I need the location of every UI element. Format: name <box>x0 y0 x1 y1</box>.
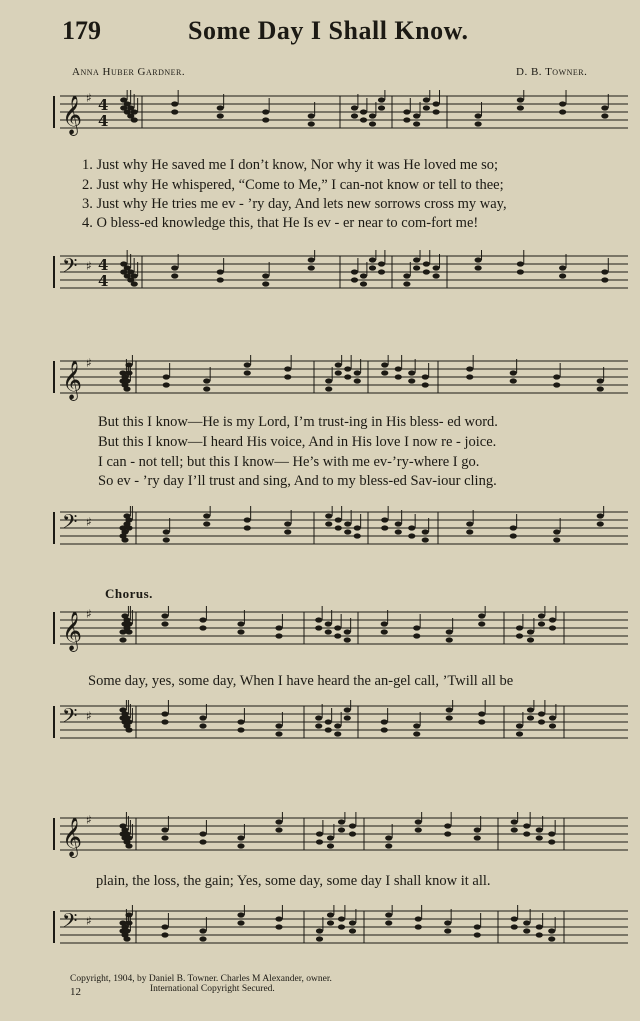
staff-bass-4 <box>52 905 632 957</box>
svg-text:𝄢: 𝄢 <box>62 704 78 732</box>
staff-bass-3 <box>52 700 632 752</box>
chorus-line-2: plain, the loss, the gain; Yes, some day, some day I shall know it all. <box>96 873 491 889</box>
svg-text:♯: ♯ <box>86 709 92 723</box>
staff-treble-2 <box>52 355 632 407</box>
intl-copyright-line: International Copyright Secured. <box>150 984 275 994</box>
svg-text:♯: ♯ <box>86 259 92 273</box>
svg-text:♯: ♯ <box>86 813 92 827</box>
svg-text:𝄢: 𝄢 <box>62 510 78 538</box>
svg-text:4: 4 <box>98 112 109 130</box>
svg-text:4: 4 <box>98 272 109 290</box>
verse-2-line-1: 2. Just why He whispered, “Come to Me,” I can-not know or tell to thee; <box>82 177 504 193</box>
staff-treble-1 <box>52 90 632 142</box>
svg-text:𝄢: 𝄢 <box>62 254 78 282</box>
verse-1-line-2: But this I know—He is my Lord, I’m trust-ing in His bless- ed word. <box>98 414 498 430</box>
svg-text:♯: ♯ <box>86 607 92 621</box>
svg-text:𝄢: 𝄢 <box>62 909 78 937</box>
svg-text:4: 4 <box>98 96 109 114</box>
svg-text:𝄞: 𝄞 <box>62 817 83 857</box>
svg-text:𝄞: 𝄞 <box>62 611 83 651</box>
verse-4-line-1: 4. O bless-ed knowledge this, that He Is ev - er near to com-fort me! <box>82 215 479 231</box>
verse-3-line-2: I can - not tell; but this I know— He’s with me ev-’ry-where I go. <box>98 454 480 470</box>
svg-text:♯: ♯ <box>86 356 92 370</box>
composer-credit: D. B. Towner. <box>516 66 588 78</box>
staff-bass-1 <box>52 250 632 302</box>
staff-bass-2 <box>52 506 632 558</box>
svg-text:♯: ♯ <box>86 914 92 928</box>
svg-text:𝄞: 𝄞 <box>62 95 83 135</box>
verse-1-line-1: 1. Just why He saved me I don’t know, Nor why it was He loved me so; <box>82 157 499 173</box>
chorus-label: Chorus. <box>105 586 153 601</box>
copyright-line: Copyright, 1904, by Daniel B. Towner. Charles M Alexander, owner. <box>70 974 332 984</box>
svg-text:4: 4 <box>98 256 109 274</box>
hymn-number: 179 <box>62 16 101 45</box>
staff-treble-4 <box>52 812 632 864</box>
staff-treble-3 <box>52 606 632 658</box>
hymn-title: Some Day I Shall Know. <box>188 16 469 45</box>
svg-text:♯: ♯ <box>86 515 92 529</box>
verse-2-line-2: But this I know—I heard His voice, And in His love I now re - joice. <box>98 434 497 450</box>
lyricist-credit: Anna Huber Gardner. <box>72 66 186 78</box>
svg-text:♯: ♯ <box>86 91 92 105</box>
verse-4-line-2: So ev - ’ry day I’ll trust and sing, And to my bless-ed Sav-iour cling. <box>98 473 497 489</box>
svg-text:𝄞: 𝄞 <box>62 360 83 400</box>
verse-3-line-1: 3. Just why He tries me ev - ’ry day, And lets new sorrows cross my way, <box>82 196 507 212</box>
page-number: 12 <box>70 986 81 998</box>
chorus-line-1: Some day, yes, some day, When I have heard the an-gel call, ’Twill all be <box>88 673 514 689</box>
